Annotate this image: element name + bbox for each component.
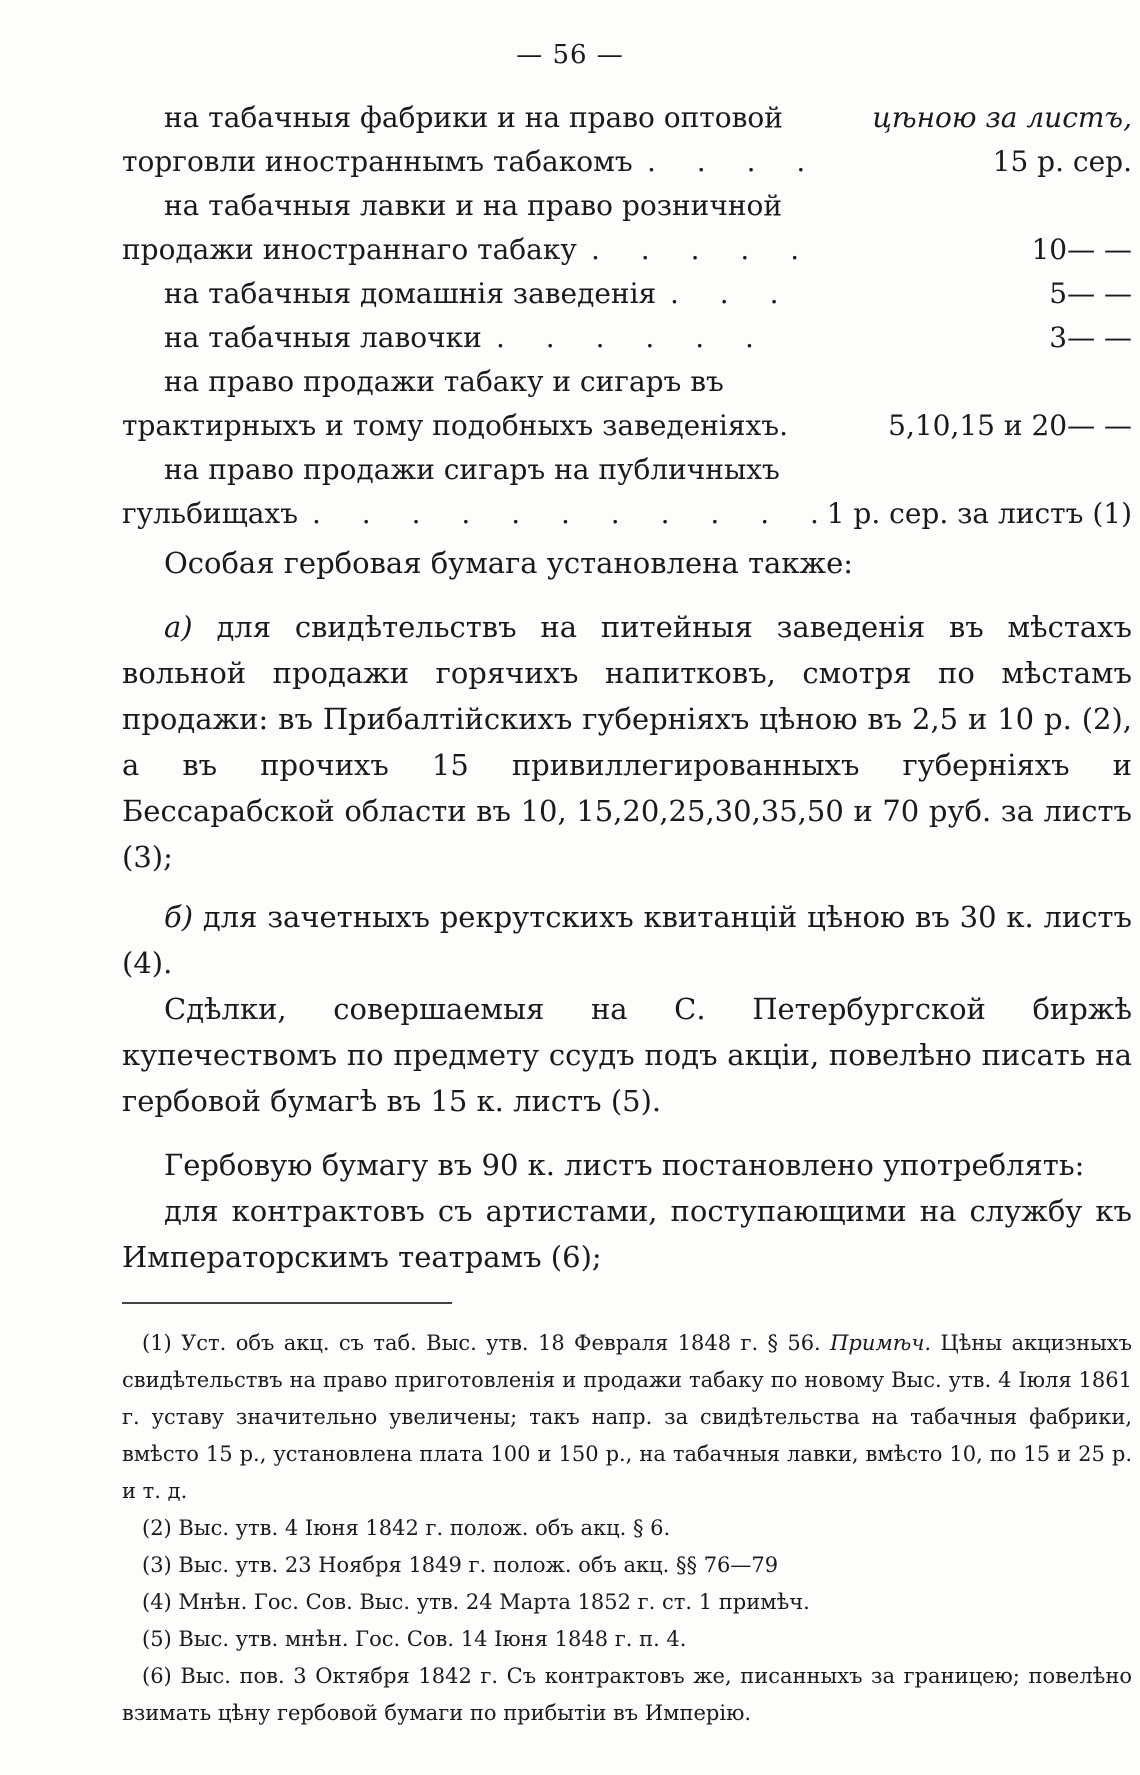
tariff-row — [122, 316, 1132, 360]
item-a-label: а) — [164, 610, 193, 644]
kontrakty-paragraph: для контрактовъ съ артистами, поступающими на службу къ Императорскимъ театрамъ (6); — [122, 1194, 1132, 1274]
tariff-row-price: 15 р. сер. — [992, 145, 1132, 178]
tariff-row-price: 3— — — [1049, 321, 1132, 354]
item-b-text: для зачетныхъ рекрутскихъ квитанцій цѣною въ 30 к. листъ (4). — [122, 900, 1132, 980]
tariff-row — [122, 404, 1132, 448]
tariff-row-price: 5,10,15 и 20— — — [888, 409, 1132, 442]
tariff-row — [122, 492, 1132, 536]
tariff-row — [122, 140, 1132, 184]
tariff-row-text: на табачныя лавки и на право розничной — [164, 189, 783, 222]
tariff-row — [122, 184, 1132, 228]
tariff-row-text: на право продажи табаку и сигаръ въ — [164, 365, 724, 398]
tariff-row-text: торговли иностраннымъ табакомъ — [122, 145, 633, 178]
tariff-row — [122, 360, 1132, 404]
item-b-paragraph — [122, 894, 1132, 986]
item-a-paragraph — [122, 604, 1132, 880]
tariff-row-dots: . . . . . . . . . . . — [312, 497, 835, 530]
tariff-table — [122, 96, 1132, 536]
footnote-5: (5) Выс. утв. мнѣн. Гос. Сов. 14 Іюня 1848 г. п. 4. — [142, 1627, 687, 1651]
tariff-row-price: 5— — — [1049, 277, 1132, 310]
tariff-row-price: 10— — — [1031, 233, 1132, 266]
tariff-row-dots: . . . — [670, 277, 795, 310]
tariff-row-text: на право продажи сигаръ на публичныхъ — [164, 453, 780, 486]
tariff-row-dots: . . . . . . — [496, 321, 770, 354]
tariff-row-text: трактирныхъ и тому подобныхъ заведеніяхъ. — [122, 409, 789, 442]
tariff-row-text: гульбищахъ — [122, 497, 299, 530]
tariff-row-price: 1 р. сер. за листъ (1) — [826, 497, 1132, 530]
footnote-2: (2) Выс. утв. 4 Іюня 1842 г. полож. объ акц. § 6. — [142, 1516, 671, 1540]
footnote-1: (1) Уст. объ акц. съ таб. Выс. утв. 18 Февраля 1848 г. § 56. Примѣч. Цѣны акцизныхъ свидѣтельствъ на право приготовленія и продажи табаку по новому Выс. утв. 4 Іюля 1861 г. уставу значительно увеличены; такъ напр. за свидѣтельства на табачныя фабрики, вмѣсто 15 р., установлена плата 100 и 150 р., на табачныя лавки, вмѣсто 10, по 15 и 25 р. и т. д. — [122, 1331, 1132, 1503]
tariff-row — [122, 228, 1132, 272]
footnote-divider — [122, 1302, 452, 1304]
tariff-row — [122, 272, 1132, 316]
footnotes — [122, 1325, 1132, 1732]
tariff-row-price: цѣною за листъ, — [872, 101, 1132, 134]
footnote-3: (3) Выс. утв. 23 Ноября 1849 г. полож. объ акц. §§ 76—79 — [142, 1553, 779, 1577]
gerb-paragraph: Гербовую бумагу въ 90 к. листъ постановлено употреблять: — [164, 1148, 1085, 1182]
tariff-row-text: на табачныя фабрики и на право оптовой — [164, 101, 783, 134]
intro-paragraph: Особая гербовая бумага установлена также: — [164, 546, 854, 580]
tariff-row — [122, 448, 1132, 492]
tariff-row-text: продажи иностраннаго табаку — [122, 233, 577, 266]
sdelki-paragraph: Сдѣлки, совершаемыя на С. Петербургской биржѣ купечествомъ по предмету ссудъ подъ акціи, повелѣно писать на гербовой бумагѣ въ 15 к. листъ (5). — [122, 992, 1132, 1118]
footnote-6: (6) Выс. пов. 3 Октября 1842 г. Съ контрактовъ же, писанныхъ за границею; повелѣно взимать цѣну гербовой бумаги по прибытіи въ Имперію. — [122, 1664, 1132, 1725]
tariff-row-text: на табачныя домашнія заведенія — [164, 277, 657, 310]
tariff-row-dots: . . . . . — [591, 233, 816, 266]
item-a-text: для свидѣтельствъ на питейныя заведенія въ мѣстахъ вольной продажи горячихъ напитковъ, смотря по мѣстамъ продажи: въ Прибалтійскихъ губерніяхъ цѣною въ 2,5 и 10 р. (2), а въ прочихъ 15 привиллегированныхъ губерніяхъ и Бессарабской области въ 10, 15,20,25,30,35,50 и 70 руб. за листъ (3); — [122, 610, 1132, 874]
main-text — [122, 540, 1132, 1280]
tariff-row-dots: . . . . — [647, 145, 822, 178]
footnote-4: (4) Мнѣн. Гос. Сов. Выс. утв. 24 Марта 1852 г. ст. 1 примѣч. — [142, 1590, 810, 1614]
page-number: — 56 — — [516, 40, 624, 70]
tariff-row — [122, 96, 1132, 140]
tariff-row-text: на табачныя лавочки — [164, 321, 482, 354]
item-b-label: б) — [164, 900, 194, 934]
